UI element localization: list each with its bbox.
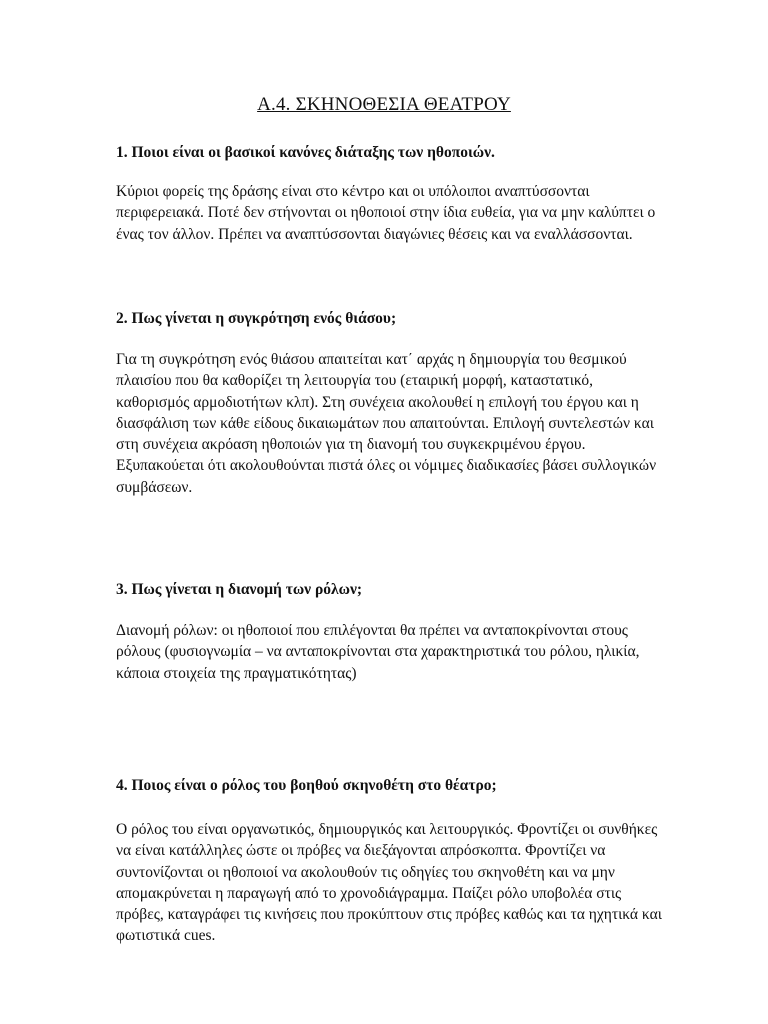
document-title: Α.4. ΣΚΗΝΟΘΕΣΙΑ ΘΕΑΤΡΟΥ <box>257 94 511 115</box>
answer-1: Κύριοι φορείς της δράσης είναι στο κέντρο και οι υπόλοιποι αναπτύσσονται περιφερειακά. Ποτέ δεν στήνονται οι ηθοποιοί στην ίδια ευθεία, για να μην καλύπτει ο ένας τον άλλον. Πρέπει να αναπτύσσονται διαγώνιες θέσεις και να εναλλάσσονται. <box>116 183 656 243</box>
answer-4: Ο ρόλος του είναι οργανωτικός, δημιουργικός και λειτουργικός. Φροντίζει οι συνθήκες να είναι κατάλληλες ώστε οι πρόβες να διεξάγονται απρόσκοπτα. Φροντίζει να συντονίζονται οι ηθοποιοί να ακολουθούν τις οδηγίες του σκηνοθέτη και να μην απομακρύνεται η παραγωγή από το χρονοδιάγραμμα. Παίζει ρόλο υποβολέα στις πρόβες, καταγράφει τις κινήσεις που προκύπτουν στις πρόβες καθώς και τα ηχητικά και φωτιστικά cues. <box>116 821 662 945</box>
question-4: 4. Ποιος είναι ο ρόλος του βοηθού σκηνοθέτη στο θέατρο; <box>116 777 497 794</box>
answer-2: Για τη συγκρότηση ενός θιάσου απαιτείται κατ΄ αρχάς η δημιουργία του θεσμικού πλαισίου που θα καθορίζει τη λειτουργία του (εταιρική μορφή, καταστατικό, καθορισμός αρμοδιοτήτων κλπ). Στη συνέχεια ακολουθεί η επιλογή του έργου και η διασφάλιση των κάθε είδους δικαιωμάτων που απαιτούνται. Επιλογή συντελεστών και στη συνέχεια ακρόαση ηθοποιών για τη διανομή του συγκεκριμένου έργου. Εξυπακούεται ότι ακολουθούνται πιστά όλες οι νόμιμες διαδικασίες βάσει συλλογικών συμβάσεων. <box>116 351 657 496</box>
answer-3: Διανομή ρόλων: οι ηθοποιοί που επιλέγονται θα πρέπει να ανταποκρίνονται στους ρόλους (φυσιογνωμία – να ανταποκρίνονται στα χαρακτηριστικά του ρόλου, ηλικία, κάποια στοιχεία της πραγματικότητας) <box>116 622 640 682</box>
question-3: 3. Πως γίνεται η διανομή των ρόλων; <box>116 581 363 598</box>
question-2: 2. Πως γίνεται η συγκρότηση ενός θιάσου; <box>116 310 397 327</box>
question-1: 1. Ποιοι είναι οι βασικοί κανόνες διάταξης των ηθοποιών. <box>116 144 495 161</box>
